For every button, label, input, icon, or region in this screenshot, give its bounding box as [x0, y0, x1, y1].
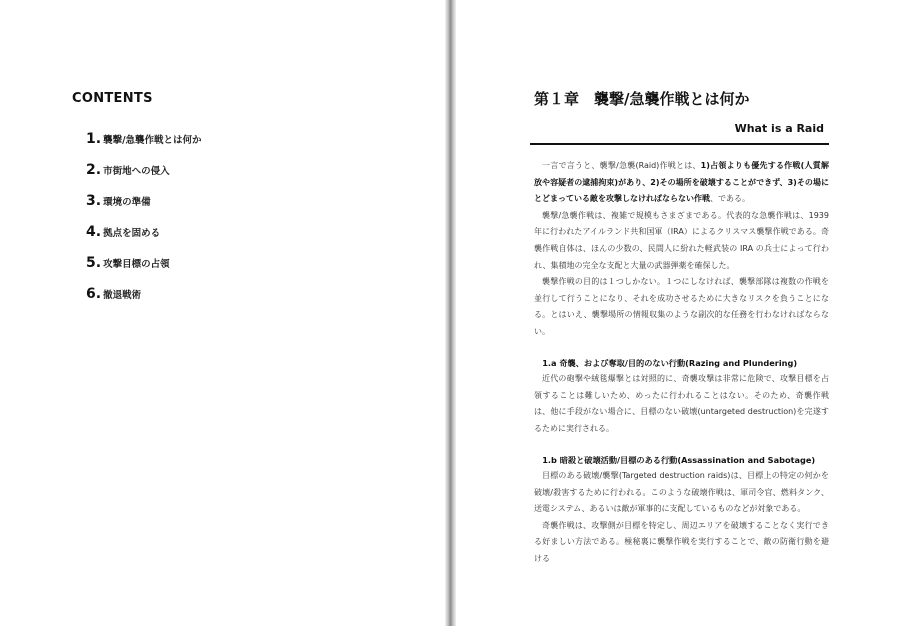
contents-title: CONTENTS	[72, 91, 153, 106]
chapter-title: 第１章 襲撃/急襲作戦とは何か	[534, 90, 750, 108]
toc-label: 攻撃目標の占領	[103, 258, 170, 270]
paragraph-text: 一言で言うと、襲撃/急襲(Raid)作戦とは、	[542, 161, 701, 170]
toc-item[interactable]	[86, 123, 202, 154]
toc-item[interactable]	[86, 185, 202, 216]
toc-number: 3.	[86, 192, 102, 209]
toc-number: 4.	[86, 223, 102, 240]
left-page	[0, 0, 445, 626]
toc-number: 1.	[86, 130, 102, 147]
emphasis-text: 1)占領よりも優先する作戦(人質解放や容疑者の逮捕拘束)があり、2)その場所を破壊することができず、3)その場にとどまっている敵を攻撃しなければならない作戦	[534, 161, 829, 204]
paragraph: 奇襲作戦は、攻撃側が目標を特定し、周辺エリアを破壊することなく実行できる好ましい方法である。極秘裏に襲撃作戦を実行することで、敵の防衛行動を避ける	[534, 520, 829, 564]
paragraph: 襲撃/急襲作戦は、複雑で規模もさまざまである。代表的な急襲作戦は、1939 年に行われたアイルランド共和国軍（IRA）によるクリスマス襲撃作戦である。奇襲作戦自体は、ほんの少数の、民間人に紛れた軽武装の IRA の兵士によって行われ、集積地の完全な支配と大量の武器弾薬を確保した。	[534, 210, 829, 270]
toc-label: 市街地への侵入	[103, 165, 170, 177]
paragraph	[534, 158, 829, 208]
chapter-rule	[530, 143, 829, 145]
toc-number: 5.	[86, 254, 102, 271]
toc-item[interactable]	[86, 278, 202, 309]
right-page	[456, 0, 900, 626]
paragraph: 襲撃作戦の目的は１つしかない。１つにしなければ、襲撃部隊は複数の作戦を並行して行うことになり、それを成功させるために大きなリスクを負うことになる。とはいえ、襲撃場所の情報収集のような副次的な任務を行わなければならない。	[534, 277, 829, 336]
paragraph: 目標のある破壊/襲撃(Targeted destruction raids)は、目標上の特定の何かを破壊/殺害するために行われる。このような破壊作戦は、軍司令官、燃料タンク、送電システム、あるいは敵が軍事的に支配しているものなどが対象である。	[534, 471, 829, 514]
section-heading: 1.a 奇襲、および奪取/目的のない行動(Razing and Plundering)	[542, 357, 798, 368]
chapter-subtitle: What is a Raid	[734, 122, 824, 135]
chapter-body	[534, 158, 829, 568]
toc-number: 6.	[86, 285, 102, 302]
toc-number: 2.	[86, 161, 102, 178]
toc-item[interactable]	[86, 216, 202, 247]
section-heading: 1.b 暗殺と破壊活動/目標のある行動(Assassination and Sabotage)	[542, 454, 816, 465]
toc-item[interactable]	[86, 247, 202, 278]
toc-label: 襲撃/急襲作戦とは何か	[103, 134, 202, 146]
toc-label: 撤退戦術	[103, 289, 142, 301]
paragraph: 近代の砲撃や絨毯爆撃とは対照的に、奇襲攻撃は非常に危険で、攻撃目標を占領することは難しいため、めったに行われることはない。そのため、奇襲作戦は、他に手段がない場合に、目標のない破壊(untargeted destruction)を完遂するために実行される。	[534, 374, 829, 433]
book-gutter	[445, 0, 456, 626]
table-of-contents	[86, 123, 202, 309]
toc-item[interactable]	[86, 154, 202, 185]
paragraph-text: 、である。	[710, 194, 750, 204]
toc-label: 拠点を固める	[103, 227, 161, 239]
toc-label: 環境の準備	[103, 196, 151, 208]
